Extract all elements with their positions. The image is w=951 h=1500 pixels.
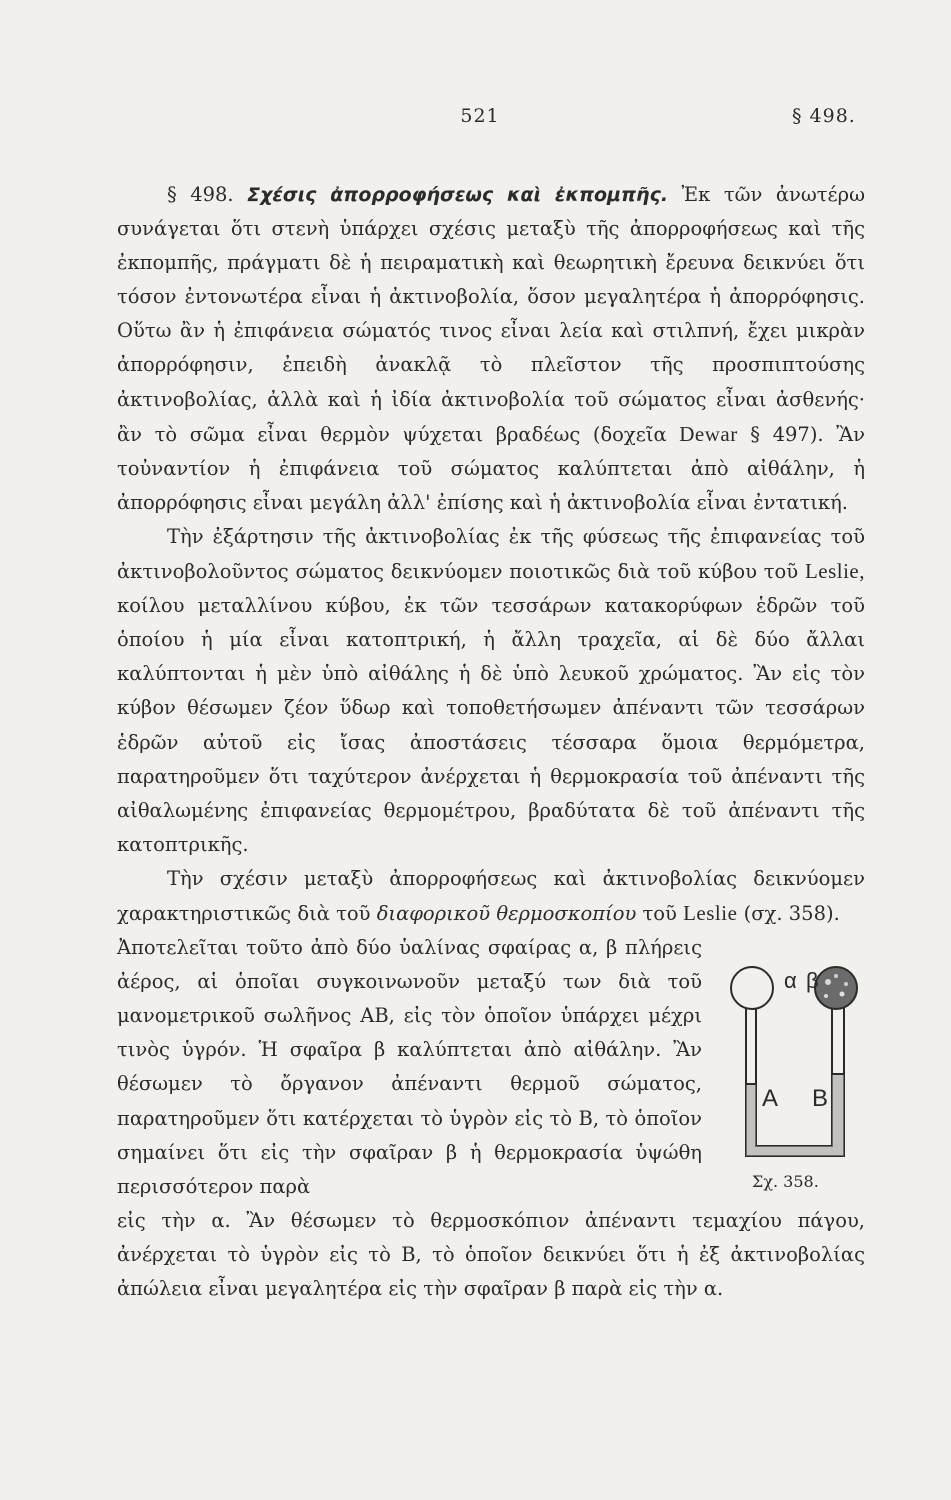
page-number: 521 xyxy=(460,105,500,127)
soot-speck xyxy=(824,994,828,998)
section-mark: § 498. xyxy=(167,183,234,206)
paragraph-3-text-b: τοῦ xyxy=(642,901,677,925)
soot-speck xyxy=(840,992,845,997)
paragraph-1-text-a: Ἐκ τῶν ἀνωτέρω συνάγεται ὅτι στενὴ ὑπάρχει σχέσις μεταξὺ τῆς ἀπορροφήσεως καὶ τῆς ἐκπομπῆς, πράγματι δὲ ἡ πειραματικὴ καὶ θεωρητικὴ ἔρευνα δεικνύει ὅτι τόσον ἐντονωτέρα εἶναι ἡ ἀκτινοβολία, ὅσον μεγαλητέρα ἡ ἀπορρόφησις. Οὕτω ἂν ἡ ἐπιφάνεια σώματός τινος εἶναι λεία καὶ στιλπνή, ἔχει μικρὰν ἀπορρόφησιν, ἐπειδὴ ἀνακλᾷ τὸ πλεῖστον τῆς προσπιπτούσης ἀκτινοβολίας, ἀλλὰ καὶ ἡ ἰδία ἀκτινοβολία τοῦ σώματος εἶναι ἀσθενής· ἂν τὸ σῶμα εἶναι θερμὸν ψύχεται βραδέως (δοχεῖα xyxy=(117,183,866,446)
running-section-ref: § 498. xyxy=(792,105,856,127)
paragraph-3-text-a: Τὴν σχέσιν μεταξὺ ἀπορροφήσεως καὶ ἀκτινοβολίας δεικνύομεν χαρακτηριστικῶς διὰ τοῦ xyxy=(117,866,865,925)
thermoscope-diagram xyxy=(728,962,868,1167)
sphere-beta xyxy=(815,967,857,1009)
paragraph-4-full xyxy=(117,1204,865,1306)
soot-speck xyxy=(844,982,848,986)
soot-speck xyxy=(825,979,831,985)
paragraph-2 xyxy=(117,520,865,862)
manometer-tube-outer xyxy=(746,1008,844,1156)
sphere-alpha xyxy=(731,967,773,1009)
label-A: A xyxy=(762,1085,779,1112)
liquid xyxy=(746,1074,844,1156)
figure-reference: (σχ. 358). xyxy=(743,901,840,925)
label-B: B xyxy=(812,1085,829,1112)
figure-caption: Σχ. 358. xyxy=(752,1172,819,1191)
section-title: Σχέσις ἀπορροφήσεως καὶ ἐκπομπῆς. xyxy=(247,184,669,206)
paragraph-4-text-wrapped: Ἀποτελεῖται τοῦτο ἀπὸ δύο ὑαλίνας σφαίρας α, β πλήρεις ἀέρος, αἱ ὁποῖαι συγκοινωνοῦν μεταξύ των διὰ τοῦ μανομετρικοῦ σωλῆνος ΑΒ, εἰς τὸν ὁποῖον ὑπάρχει μέχρι τινὸς ὑγρόν. Ἡ σφαῖρα β καλύπτεται ἀπὸ αἰθάλην. Ἂν θέσωμεν τὸ ὄργανον ἀπέναντι θερμοῦ σώματος, παρατηροῦμεν ὅτι κατέρχεται τὸ ὑγρὸν εἰς τὸ Β, τὸ ὁποῖον σημαίνει ὅτι εἰς τὴν σφαῖραν β ἡ θερμοκρασία ὑψώθη περισσότερον παρὰ xyxy=(117,936,702,1198)
manometer-tube-inner xyxy=(756,1008,832,1146)
paragraph-2-text-a: Τὴν ἐξάρτησιν τῆς ἀκτινοβολίας ἐκ τῆς φύσεως τῆς ἐπιφανείας τοῦ ἀκτινοβολοῦντος σώματος δεικνύομεν ποιοτικῶς διὰ τοῦ κύβου τοῦ xyxy=(117,524,865,584)
label-beta: β xyxy=(806,968,819,993)
label-alpha: α xyxy=(784,968,797,993)
paragraph-1-text-b: § 497). Ἂν τοὐναντίον ἡ ἐπιφάνεια τοῦ σώματος καλύπτεται ἀπὸ αἰθάλην, ἡ ἀπορρόφησις εἶναι μεγάλη ἀλλ' ἐπίσης καὶ ἡ ἀκτινοβολία εἶναι ἐντατική. xyxy=(117,422,865,514)
name-leslie: Leslie, xyxy=(804,559,865,584)
paragraph-4-text-full: εἰς τὴν α. Ἂν θέσωμεν τὸ θερμοσκόπιον ἀπέναντι τεμαχίου πάγου, ἀνέρχεται τὸ ὑγρὸν εἰς τὸ Β, τὸ ὁποῖον δεικνύει ὅτι ἡ ἐξ ἀκτινοβολίας ἀπώλεια εἶναι μεγαλητέρα εἰς τὴν σφαῖραν β παρὰ εἰς τὴν α. xyxy=(117,1208,865,1300)
paragraph-4-wrapped xyxy=(117,931,702,1204)
paragraph-2-text-b: κοίλου μεταλλίνου κύβου, ἐκ τῶν τεσσάρων κατακορύφων ἑδρῶν τοῦ ὁποίου ἡ μία εἶναι κατοπτρική, ἡ ἄλλη τραχεῖα, αἱ δὲ δύο ἄλλαι καλύπτονται ἡ μὲν ὑπὸ αἰθάλης ἡ δὲ ὑπὸ λευκοῦ χρώματος. Ἂν εἰς τὸν κύβον θέσωμεν ζέον ὕδωρ καὶ τοποθετήσωμεν ἀπέναντι τῶν τεσσάρων ἑδρῶν αὐτοῦ εἰς ἴσας ἀποστάσεις τέσσαρα ὅμοια θερμόμετρα, παρατηροῦμεν ὅτι ταχύτερον ἀνέρχεται ἡ θερμοκρασία τοῦ ἀπέναντι τῆς αἰθαλωμένης ἐπιφανείας θερμομέτρου, βραδύτατα δὲ τοῦ ἀπέναντι τῆς κατοπτρικῆς. xyxy=(117,594,865,856)
soot-speck xyxy=(834,974,838,978)
paragraph-3 xyxy=(117,862,865,931)
name-dewar: Dewar xyxy=(679,421,738,446)
term-differential-thermoscope: διαφορικοῦ θερμοσκοπίου xyxy=(376,901,637,925)
figure-thermoscope xyxy=(728,962,868,1202)
name-leslie-2: Leslie xyxy=(683,900,738,925)
paragraph-1 xyxy=(117,178,865,520)
